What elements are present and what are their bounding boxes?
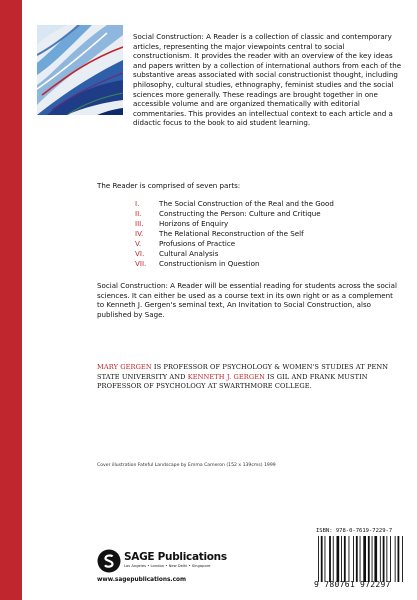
- red-side-band: [0, 0, 22, 600]
- list-item: [135, 229, 409, 239]
- barcode-icon: [316, 536, 412, 582]
- parts-intro: The Reader is comprised of seven parts:: [97, 181, 241, 190]
- list-item: [135, 249, 409, 259]
- part-number: I.: [135, 199, 140, 208]
- part-number: IV.: [135, 229, 144, 238]
- part-title: The Social Construction of the Real and the Good: [159, 199, 334, 208]
- list-item: [135, 259, 409, 269]
- part-title: Cultural Analysis: [159, 249, 219, 258]
- publisher-name: SAGE Publications: [124, 551, 227, 563]
- parts-list: [135, 199, 409, 269]
- part-number: VII.: [135, 259, 147, 268]
- part-title: Constructing the Person: Culture and Critique: [159, 209, 321, 218]
- part-title: The Relational Reconstruction of the Self: [159, 229, 304, 238]
- part-title: Profusions of Practice: [159, 239, 236, 248]
- cover-artwork: [37, 25, 123, 115]
- author-bio-text-2: IS GIL AND FRANK MUSTIN PROFESSOR OF PSYCHOLOGY AT SWARTHMORE COLLEGE.: [97, 372, 368, 390]
- part-number: VI.: [135, 249, 145, 258]
- publisher-cities: Los Angeles • London • New Delhi • Singapore: [124, 564, 211, 568]
- part-number: II.: [135, 209, 142, 218]
- list-item: [135, 209, 409, 219]
- publisher-logo: [97, 544, 227, 594]
- part-number: V.: [135, 239, 142, 248]
- list-item: [135, 239, 409, 249]
- author-name-mary: MARY GERGEN: [97, 363, 152, 371]
- author-name-kenneth: KENNETH J. GERGEN: [187, 372, 265, 381]
- list-item: [135, 219, 409, 229]
- part-title: Horizons of Enquiry: [159, 219, 229, 228]
- cover-content: [22, 0, 417, 600]
- part-title: Constructionism in Question: [159, 259, 260, 268]
- closing-paragraph: Social Construction: A Reader will be essential reading for students across the social sciences. It can either be used as a course text in its own right or as a complement to Kenneth J. Gergen's seminal text, An Invitation to Social Construction, also published by Sage.: [97, 281, 397, 319]
- author-bio-text-1: IS PROFESSOR OF PSYCHOLOGY & WOMEN'S STUDIES AT PENN STATE UNIVERSITY AND: [97, 363, 389, 381]
- sage-logo-icon: [97, 549, 121, 573]
- author-bio: [97, 363, 397, 392]
- cover-illustration-credit: Cover illustration Fateful Landscape by Emma Cameron (152 x 139cms) 1999: [97, 463, 276, 468]
- intro-paragraph: Social Construction: A Reader is a collection of classic and contemporary articles, representing the major viewpoints central to social constructionism. It provides the reader with an overview of the key ideas and papers written by a collection of international authors from each of the substantive areas associated with social constructionist thought, including philosophy, cultural studies, ethnography, feminist studies and the social sciences more generally. These readings are brought together in one accessible volume and are organized thematically with editorial commentaries. This provides an intellectual context to each article and a didactic focus to the book to aid student learning.: [133, 32, 402, 128]
- barcode-digits: 9 780761 972297: [314, 580, 391, 589]
- list-item: [135, 199, 409, 209]
- barcode-block: [312, 526, 416, 592]
- publisher-url: www.sagepublications.com: [97, 577, 187, 583]
- part-number: III.: [135, 219, 144, 228]
- isbn-label: ISBN: 978-0-7619-7229-7: [316, 528, 393, 534]
